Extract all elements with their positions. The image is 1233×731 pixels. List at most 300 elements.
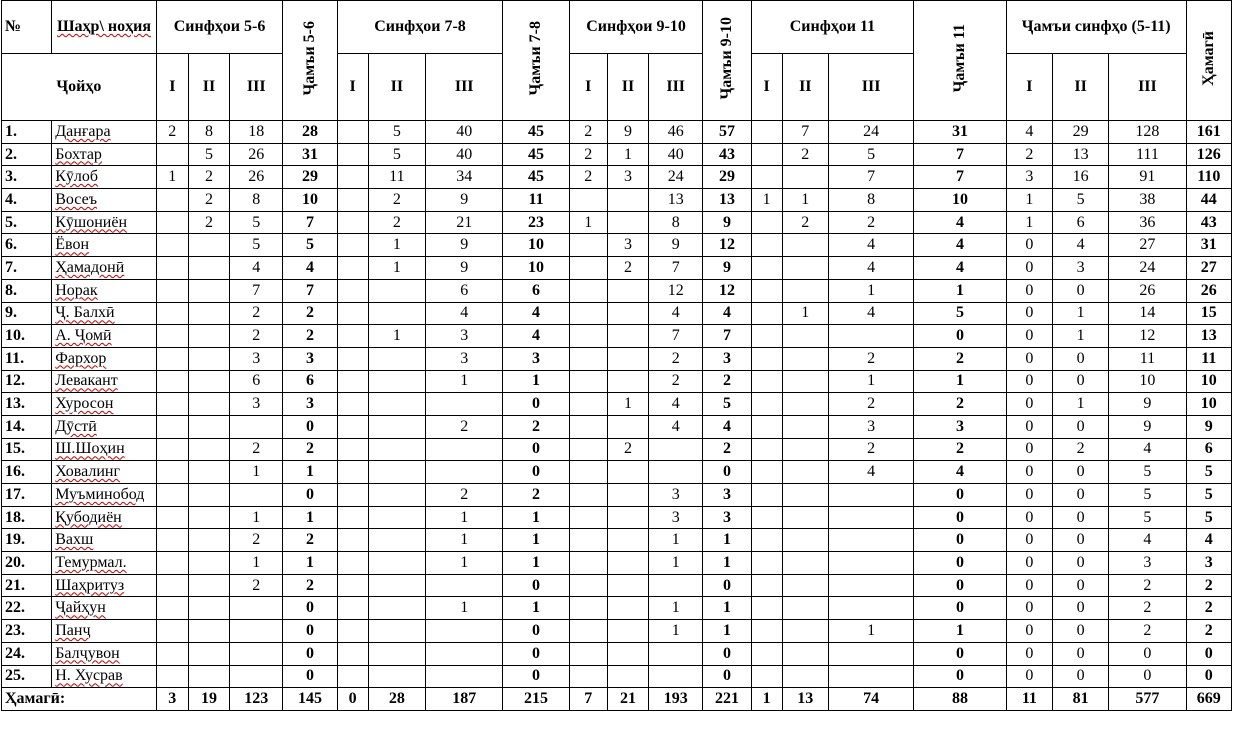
row-cell: 3	[426, 325, 503, 348]
row-cell: 2	[1006, 143, 1052, 166]
row-cell: 1	[230, 552, 283, 575]
row-cell: 4	[426, 302, 503, 325]
row-cell: 1	[649, 529, 703, 552]
row-cell: 2	[828, 393, 913, 416]
row-cell: 2	[283, 529, 337, 552]
row-cell	[188, 642, 229, 665]
row-cell	[569, 529, 607, 552]
row-cell: 0	[503, 393, 569, 416]
row-cell	[569, 189, 607, 212]
row-cell: 26	[230, 166, 283, 189]
row-cell	[649, 642, 703, 665]
row-cell	[607, 552, 648, 575]
row-cell: 2	[503, 484, 569, 507]
row-cell: 7	[703, 325, 751, 348]
row-cell: 4	[828, 257, 913, 280]
row-cell: 0	[283, 665, 337, 688]
row-cell	[230, 665, 283, 688]
row-cell: 0	[1052, 415, 1108, 438]
row-cell: 0	[1006, 438, 1052, 461]
row-cell	[156, 211, 188, 234]
row-cell: 2	[426, 484, 503, 507]
row-cell: 14	[1109, 302, 1186, 325]
row-cell: 2	[607, 438, 648, 461]
table-row	[2, 234, 1232, 257]
row-cell	[751, 347, 782, 370]
row-cell	[751, 325, 782, 348]
row-cell: 1	[503, 529, 569, 552]
row-cell	[569, 279, 607, 302]
row-cell	[368, 393, 425, 416]
row-cell: 0	[1052, 665, 1108, 688]
row-cell	[782, 438, 828, 461]
footer-cell: 81	[1052, 688, 1108, 711]
row-cell	[607, 665, 648, 688]
row-cell	[368, 484, 425, 507]
row-cell	[337, 257, 368, 280]
row-cell: 2	[283, 325, 337, 348]
row-cell: 9	[649, 234, 703, 257]
row-cell: 40	[426, 121, 503, 144]
table-row	[2, 279, 1232, 302]
table-row	[2, 393, 1232, 416]
row-cell: 1	[569, 211, 607, 234]
row-cell: 0	[503, 665, 569, 688]
row-cell	[607, 279, 648, 302]
row-cell: 3	[283, 393, 337, 416]
row-district: Н. Хусрав	[52, 665, 157, 688]
row-cell: 2	[503, 415, 569, 438]
row-number: 25.	[2, 665, 52, 688]
header-place-9-10-1: I	[569, 54, 607, 121]
row-cell: 8	[828, 189, 913, 212]
row-cell	[188, 302, 229, 325]
row-cell: 9	[1186, 415, 1231, 438]
row-cell: 4	[914, 234, 1006, 257]
row-cell: 1	[503, 597, 569, 620]
row-number: 2.	[2, 143, 52, 166]
row-cell	[368, 279, 425, 302]
footer-cell: 21	[607, 688, 648, 711]
table-row	[2, 438, 1232, 461]
row-district: Фархор	[52, 347, 157, 370]
row-cell: 2	[188, 211, 229, 234]
row-cell	[751, 552, 782, 575]
row-cell: 8	[230, 189, 283, 212]
row-district: Хуросон	[52, 393, 157, 416]
row-cell	[156, 415, 188, 438]
row-cell: 9	[426, 234, 503, 257]
footer-cell: 145	[283, 688, 337, 711]
row-cell	[569, 620, 607, 643]
row-cell	[188, 506, 229, 529]
header-grades-9-10: Синфҳои 9-10	[569, 1, 703, 54]
row-cell	[782, 529, 828, 552]
row-cell	[156, 552, 188, 575]
table-row	[2, 665, 1232, 688]
table-row	[2, 143, 1232, 166]
row-cell	[337, 506, 368, 529]
footer-cell: 577	[1109, 688, 1186, 711]
row-district: Ш.Шоҳин	[52, 438, 157, 461]
row-cell: 0	[1006, 234, 1052, 257]
row-cell: 13	[1052, 143, 1108, 166]
row-cell	[782, 325, 828, 348]
row-cell	[156, 642, 188, 665]
row-cell	[782, 370, 828, 393]
row-number: 16.	[2, 461, 52, 484]
row-district: Бохтар	[52, 143, 157, 166]
row-cell: 0	[1052, 529, 1108, 552]
footer-cell: 11	[1006, 688, 1052, 711]
row-cell: 1	[751, 189, 782, 212]
row-cell: 0	[914, 597, 1006, 620]
row-cell	[426, 642, 503, 665]
row-cell	[156, 257, 188, 280]
row-cell	[751, 302, 782, 325]
row-cell	[337, 461, 368, 484]
row-cell: 2	[914, 438, 1006, 461]
row-cell	[368, 597, 425, 620]
row-cell	[569, 302, 607, 325]
row-cell	[751, 506, 782, 529]
footer-cell: 215	[503, 688, 569, 711]
row-cell: 26	[1109, 279, 1186, 302]
table-row	[2, 484, 1232, 507]
row-cell	[368, 529, 425, 552]
row-cell: 2	[1109, 620, 1186, 643]
header-sum-7-8: Ҷамъи 7-8	[503, 1, 569, 121]
row-cell	[188, 529, 229, 552]
row-cell	[337, 415, 368, 438]
row-cell: 3	[703, 484, 751, 507]
row-number: 4.	[2, 189, 52, 212]
row-cell: 12	[1109, 325, 1186, 348]
row-cell: 5	[283, 234, 337, 257]
row-cell	[607, 597, 648, 620]
row-cell	[782, 279, 828, 302]
row-cell	[188, 574, 229, 597]
row-cell	[156, 143, 188, 166]
row-cell	[337, 529, 368, 552]
row-cell	[188, 438, 229, 461]
row-cell	[337, 325, 368, 348]
row-cell	[230, 415, 283, 438]
row-cell: 2	[828, 211, 913, 234]
row-cell	[188, 620, 229, 643]
row-district: Ҷ. Балхӣ	[52, 302, 157, 325]
row-cell: 45	[503, 166, 569, 189]
row-cell	[156, 302, 188, 325]
row-district: Левакант	[52, 370, 157, 393]
row-cell	[569, 506, 607, 529]
row-cell: 1	[828, 370, 913, 393]
row-cell	[188, 257, 229, 280]
row-cell	[188, 665, 229, 688]
row-cell: 11	[1186, 347, 1231, 370]
row-cell: 126	[1186, 143, 1231, 166]
row-cell: 24	[1109, 257, 1186, 280]
footer-cell: 187	[426, 688, 503, 711]
row-cell	[751, 279, 782, 302]
row-cell: 0	[1052, 370, 1108, 393]
row-cell: 27	[1186, 257, 1231, 280]
footer-cell: 669	[1186, 688, 1231, 711]
row-cell	[156, 325, 188, 348]
row-cell: 1	[426, 552, 503, 575]
row-cell: 0	[1052, 597, 1108, 620]
row-cell	[828, 597, 913, 620]
row-district: Ҷайҳун	[52, 597, 157, 620]
table-row	[2, 529, 1232, 552]
row-cell	[426, 665, 503, 688]
row-cell	[607, 325, 648, 348]
row-cell	[368, 620, 425, 643]
header-place-11-2: II	[782, 54, 828, 121]
row-cell: 18	[230, 121, 283, 144]
row-cell: 10	[503, 257, 569, 280]
row-cell: 3	[1109, 552, 1186, 575]
row-cell: 1	[1052, 393, 1108, 416]
row-number: 12.	[2, 370, 52, 393]
row-cell	[607, 574, 648, 597]
row-cell: 1	[649, 620, 703, 643]
row-cell: 1	[426, 597, 503, 620]
header-place-5-6-1: I	[156, 54, 188, 121]
row-cell	[782, 415, 828, 438]
row-cell: 0	[1006, 279, 1052, 302]
row-cell: 4	[828, 234, 913, 257]
row-cell	[156, 370, 188, 393]
row-cell: 1	[426, 506, 503, 529]
row-cell: 1	[283, 552, 337, 575]
row-cell	[156, 484, 188, 507]
row-cell	[188, 393, 229, 416]
row-cell: 2	[649, 370, 703, 393]
row-cell	[607, 189, 648, 212]
row-cell: 0	[503, 438, 569, 461]
row-cell	[368, 665, 425, 688]
row-cell	[782, 484, 828, 507]
row-cell: 7	[649, 325, 703, 348]
row-cell	[828, 325, 913, 348]
row-cell: 16	[1052, 166, 1108, 189]
row-cell: 3	[230, 393, 283, 416]
row-district: Шаҳритуз	[52, 574, 157, 597]
row-cell: 2	[782, 211, 828, 234]
row-cell: 0	[1186, 665, 1231, 688]
row-cell	[188, 415, 229, 438]
row-cell	[569, 234, 607, 257]
row-cell	[607, 347, 648, 370]
row-number: 9.	[2, 302, 52, 325]
row-cell	[156, 665, 188, 688]
row-number: 22.	[2, 597, 52, 620]
row-cell: 2	[368, 189, 425, 212]
row-cell	[337, 347, 368, 370]
row-cell: 0	[703, 665, 751, 688]
row-number: 14.	[2, 415, 52, 438]
row-number: 3.	[2, 166, 52, 189]
row-cell: 7	[914, 166, 1006, 189]
row-cell: 1	[1006, 189, 1052, 212]
row-cell	[188, 325, 229, 348]
header-number: №	[2, 1, 52, 54]
footer-cell: 0	[337, 688, 368, 711]
row-number: 7.	[2, 257, 52, 280]
row-cell: 0	[1006, 484, 1052, 507]
row-cell: 10	[283, 189, 337, 212]
row-cell: 4	[703, 302, 751, 325]
row-cell	[607, 415, 648, 438]
footer-cell: 1	[751, 688, 782, 711]
row-cell: 1	[703, 552, 751, 575]
table-row	[2, 506, 1232, 529]
row-cell: 5	[1186, 506, 1231, 529]
row-cell	[782, 506, 828, 529]
footer-cell: 7	[569, 688, 607, 711]
row-cell: 45	[503, 121, 569, 144]
row-cell: 3	[828, 415, 913, 438]
row-cell	[751, 370, 782, 393]
row-cell: 29	[703, 166, 751, 189]
row-cell: 6	[1186, 438, 1231, 461]
row-cell: 5	[1186, 484, 1231, 507]
row-cell	[156, 620, 188, 643]
row-cell: 3	[283, 347, 337, 370]
row-cell: 26	[1186, 279, 1231, 302]
row-cell	[569, 484, 607, 507]
row-cell: 0	[1006, 393, 1052, 416]
row-cell	[607, 642, 648, 665]
row-cell: 0	[283, 415, 337, 438]
row-cell: 57	[703, 121, 751, 144]
row-cell: 2	[230, 574, 283, 597]
row-cell	[337, 642, 368, 665]
row-cell: 27	[1109, 234, 1186, 257]
row-cell	[368, 302, 425, 325]
row-cell	[569, 438, 607, 461]
row-cell: 2	[1052, 438, 1108, 461]
footer-cell: 19	[188, 688, 229, 711]
table-row	[2, 189, 1232, 212]
row-cell	[188, 347, 229, 370]
row-cell: 40	[426, 143, 503, 166]
row-cell: 4	[914, 211, 1006, 234]
row-cell	[607, 302, 648, 325]
row-cell: 4	[703, 415, 751, 438]
row-cell: 43	[703, 143, 751, 166]
row-cell: 0	[283, 484, 337, 507]
row-cell: 1	[914, 279, 1006, 302]
row-cell: 5	[1186, 461, 1231, 484]
row-cell	[368, 461, 425, 484]
row-cell	[368, 642, 425, 665]
row-cell	[782, 461, 828, 484]
row-cell: 9	[703, 211, 751, 234]
row-cell: 0	[1006, 370, 1052, 393]
row-district: Норак	[52, 279, 157, 302]
row-cell: 2	[828, 438, 913, 461]
header-sum-11: Ҷамъи 11	[914, 1, 1006, 121]
row-cell: 0	[503, 642, 569, 665]
row-cell: 0	[1006, 620, 1052, 643]
row-cell: 5	[828, 143, 913, 166]
row-cell: 2	[426, 415, 503, 438]
row-cell: 0	[914, 642, 1006, 665]
header-city: Шаҳр\ ноҳия	[52, 1, 157, 54]
row-cell: 4	[1052, 234, 1108, 257]
row-cell: 3	[426, 347, 503, 370]
row-cell: 2	[828, 347, 913, 370]
row-cell	[751, 393, 782, 416]
row-cell: 31	[283, 143, 337, 166]
footer-cell: 28	[368, 688, 425, 711]
row-cell: 4	[649, 415, 703, 438]
row-cell	[569, 574, 607, 597]
row-cell	[751, 574, 782, 597]
header-places: Ҷойҳо	[2, 54, 157, 121]
row-cell	[607, 529, 648, 552]
row-cell: 10	[1109, 370, 1186, 393]
row-number: 13.	[2, 393, 52, 416]
row-cell: 4	[828, 302, 913, 325]
row-cell: 128	[1109, 121, 1186, 144]
header-place-all-3: III	[1109, 54, 1186, 121]
row-cell: 0	[503, 461, 569, 484]
row-cell: 0	[1052, 642, 1108, 665]
row-cell: 0	[1006, 302, 1052, 325]
row-cell: 6	[1052, 211, 1108, 234]
row-cell: 1	[368, 257, 425, 280]
row-cell: 9	[426, 189, 503, 212]
row-cell: 4	[503, 325, 569, 348]
row-number: 6.	[2, 234, 52, 257]
row-cell	[569, 597, 607, 620]
row-cell: 91	[1109, 166, 1186, 189]
row-cell	[188, 484, 229, 507]
row-cell: 3	[649, 484, 703, 507]
table-row	[2, 257, 1232, 280]
row-cell: 10	[503, 234, 569, 257]
row-cell: 1	[283, 461, 337, 484]
row-cell: 1	[782, 302, 828, 325]
row-cell: 0	[703, 461, 751, 484]
row-cell	[188, 370, 229, 393]
row-cell	[156, 529, 188, 552]
footer-label: Ҳамагӣ:	[2, 688, 157, 711]
row-cell: 1	[230, 506, 283, 529]
row-cell: 7	[782, 121, 828, 144]
row-cell	[368, 370, 425, 393]
row-cell: 7	[283, 279, 337, 302]
row-cell: 4	[1109, 529, 1186, 552]
row-cell	[828, 574, 913, 597]
footer-cell: 221	[703, 688, 751, 711]
row-cell: 11	[503, 189, 569, 212]
row-cell	[649, 665, 703, 688]
row-cell: 4	[283, 257, 337, 280]
row-number: 20.	[2, 552, 52, 575]
header-all-grades: Ҷамъи синфҳо (5-11)	[1006, 1, 1186, 54]
row-cell: 0	[1006, 642, 1052, 665]
row-district: Ховалинг	[52, 461, 157, 484]
row-cell: 3	[230, 347, 283, 370]
row-cell: 2	[230, 438, 283, 461]
row-cell: 1	[914, 620, 1006, 643]
header-sum-9-10: Ҷамъи 9-10	[703, 1, 751, 121]
row-cell	[649, 574, 703, 597]
